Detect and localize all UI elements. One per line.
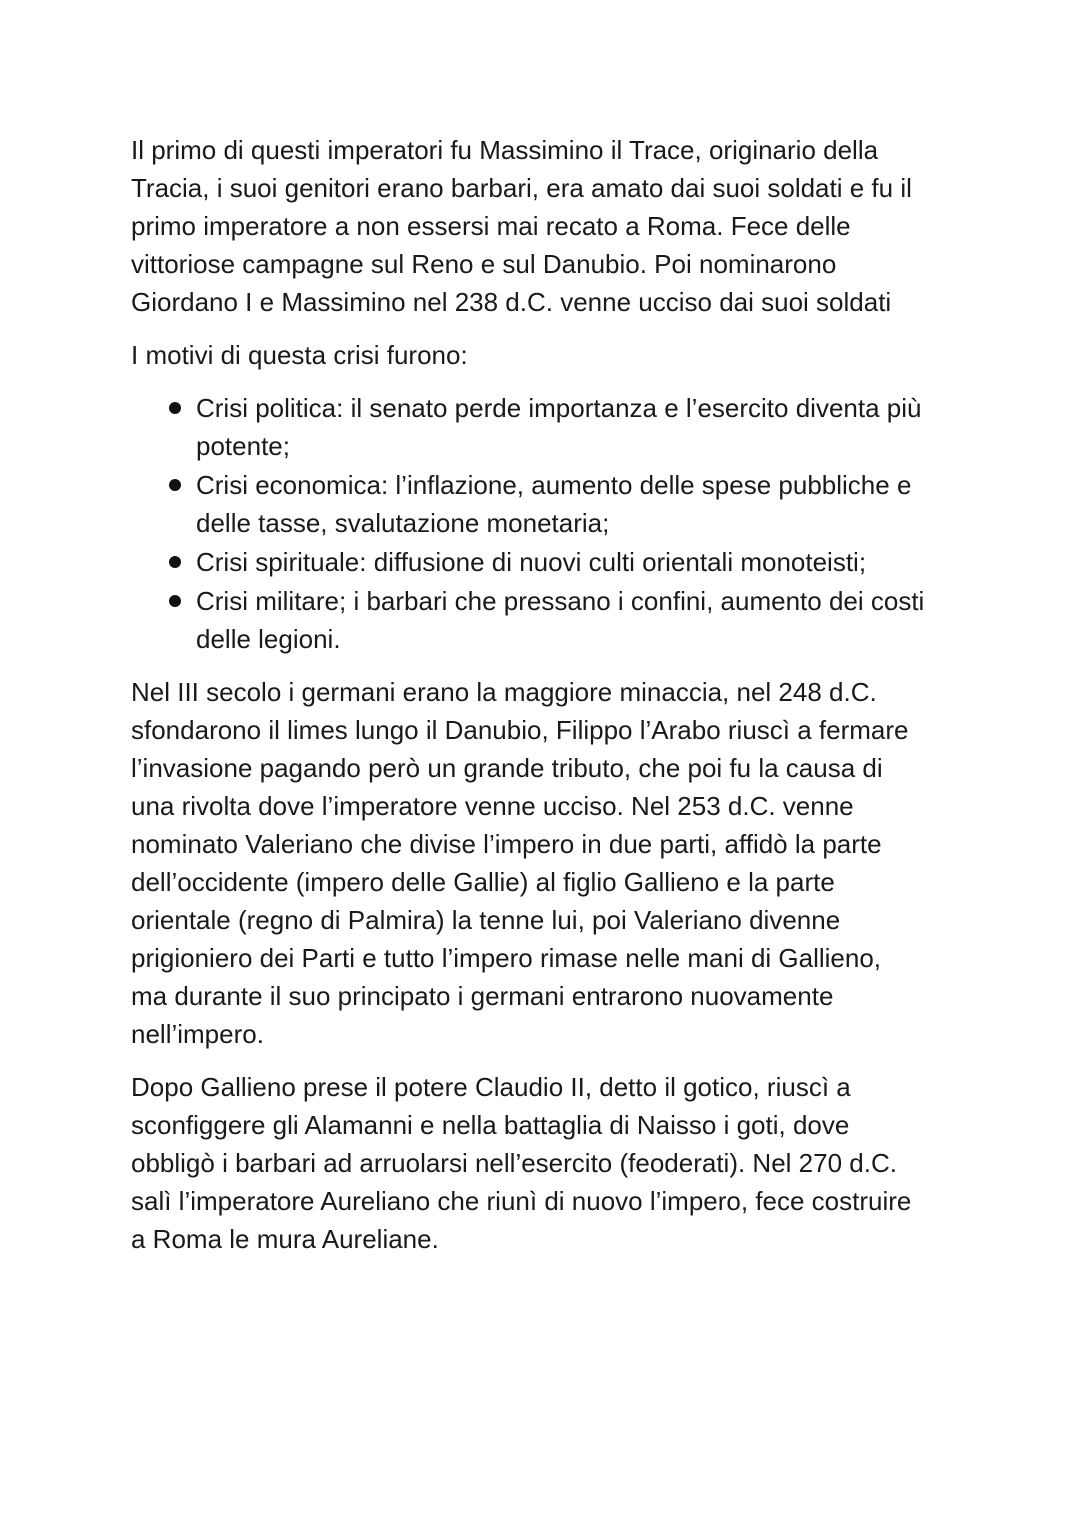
- text-line: Nel III secolo i germani erano la maggiore minaccia, nel 248 d.C.: [131, 677, 877, 707]
- text-line: Dopo Gallieno prese il potere Claudio II, detto il gotico, riuscì a: [131, 1072, 851, 1102]
- text-line: potente;: [196, 431, 290, 461]
- list-item: [131, 389, 961, 465]
- text-line: dell’occidente (impero delle Gallie) al figlio Gallieno e la parte: [131, 867, 835, 897]
- text-line: vittoriose campagne sul Reno e sul Danubio. Poi nominarono: [131, 249, 837, 279]
- text-line: a Roma le mura Aureliane.: [131, 1224, 439, 1254]
- text-line: delle tasse, svalutazione monetaria;: [196, 508, 610, 538]
- text-line: I motivi di questa crisi furono:: [131, 340, 468, 370]
- text-line: Tracia, i suoi genitori erano barbari, era amato dai suoi soldati e fu il: [131, 173, 912, 203]
- text-line: primo imperatore a non essersi mai recato a Roma. Fece delle: [131, 211, 851, 241]
- text-line: Crisi politica: il senato perde importanza e l’esercito diventa più: [196, 393, 922, 423]
- list-item: [131, 582, 961, 658]
- paragraph-massimino: [131, 131, 961, 321]
- text-line: sconfiggere gli Alamanni e nella battaglia di Naisso i goti, dove: [131, 1110, 850, 1140]
- text-line: prigioniero dei Parti e tutto l’impero rimase nelle mani di Gallieno,: [131, 943, 882, 973]
- text-line: Crisi militare; i barbari che pressano i confini, aumento dei costi: [196, 586, 925, 616]
- text-line: ma durante il suo principato i germani entrarono nuovamente: [131, 981, 834, 1011]
- list-item: [131, 543, 961, 581]
- text-line: l’invasione pagando però un grande tributo, che poi fu la causa di: [131, 753, 883, 783]
- bullet-icon: [169, 479, 181, 491]
- text-line: Giordano I e Massimino nel 238 d.C. venne ucciso dai suoi soldati: [131, 287, 892, 317]
- bullet-icon: [169, 595, 181, 607]
- text-line: obbligò i barbari ad arruolarsi nell’esercito (feoderati). Nel 270 d.C.: [131, 1148, 897, 1178]
- bullet-icon: [169, 556, 181, 568]
- paragraph-germani: [131, 673, 961, 1053]
- text-line: sfondarono il limes lungo il Danubio, Filippo l’Arabo riuscì a fermare: [131, 715, 909, 745]
- crisis-list: [131, 389, 961, 658]
- text-line: Crisi spirituale: diffusione di nuovi culti orientali monoteisti;: [196, 547, 867, 577]
- paragraph-crisis-intro: [131, 336, 961, 374]
- paragraph-claudio-aureliano: [131, 1068, 961, 1258]
- text-line: delle legioni.: [196, 624, 341, 654]
- text-line: Il primo di questi imperatori fu Massimino il Trace, originario della: [131, 135, 879, 165]
- text-line: orientale (regno di Palmira) la tenne lui, poi Valeriano divenne: [131, 905, 841, 935]
- list-item: [131, 466, 961, 542]
- text-line: Crisi economica: l’inflazione, aumento delle spese pubbliche e: [196, 470, 912, 500]
- text-line: nominato Valeriano che divise l’impero in due parti, affidò la parte: [131, 829, 882, 859]
- text-line: salì l’imperatore Aureliano che riunì di nuovo l’impero, fece costruire: [131, 1186, 912, 1216]
- text-line: nell’impero.: [131, 1019, 264, 1049]
- bullet-icon: [169, 402, 181, 414]
- document-body: [131, 131, 961, 1273]
- text-line: una rivolta dove l’imperatore venne ucciso. Nel 253 d.C. venne: [131, 791, 854, 821]
